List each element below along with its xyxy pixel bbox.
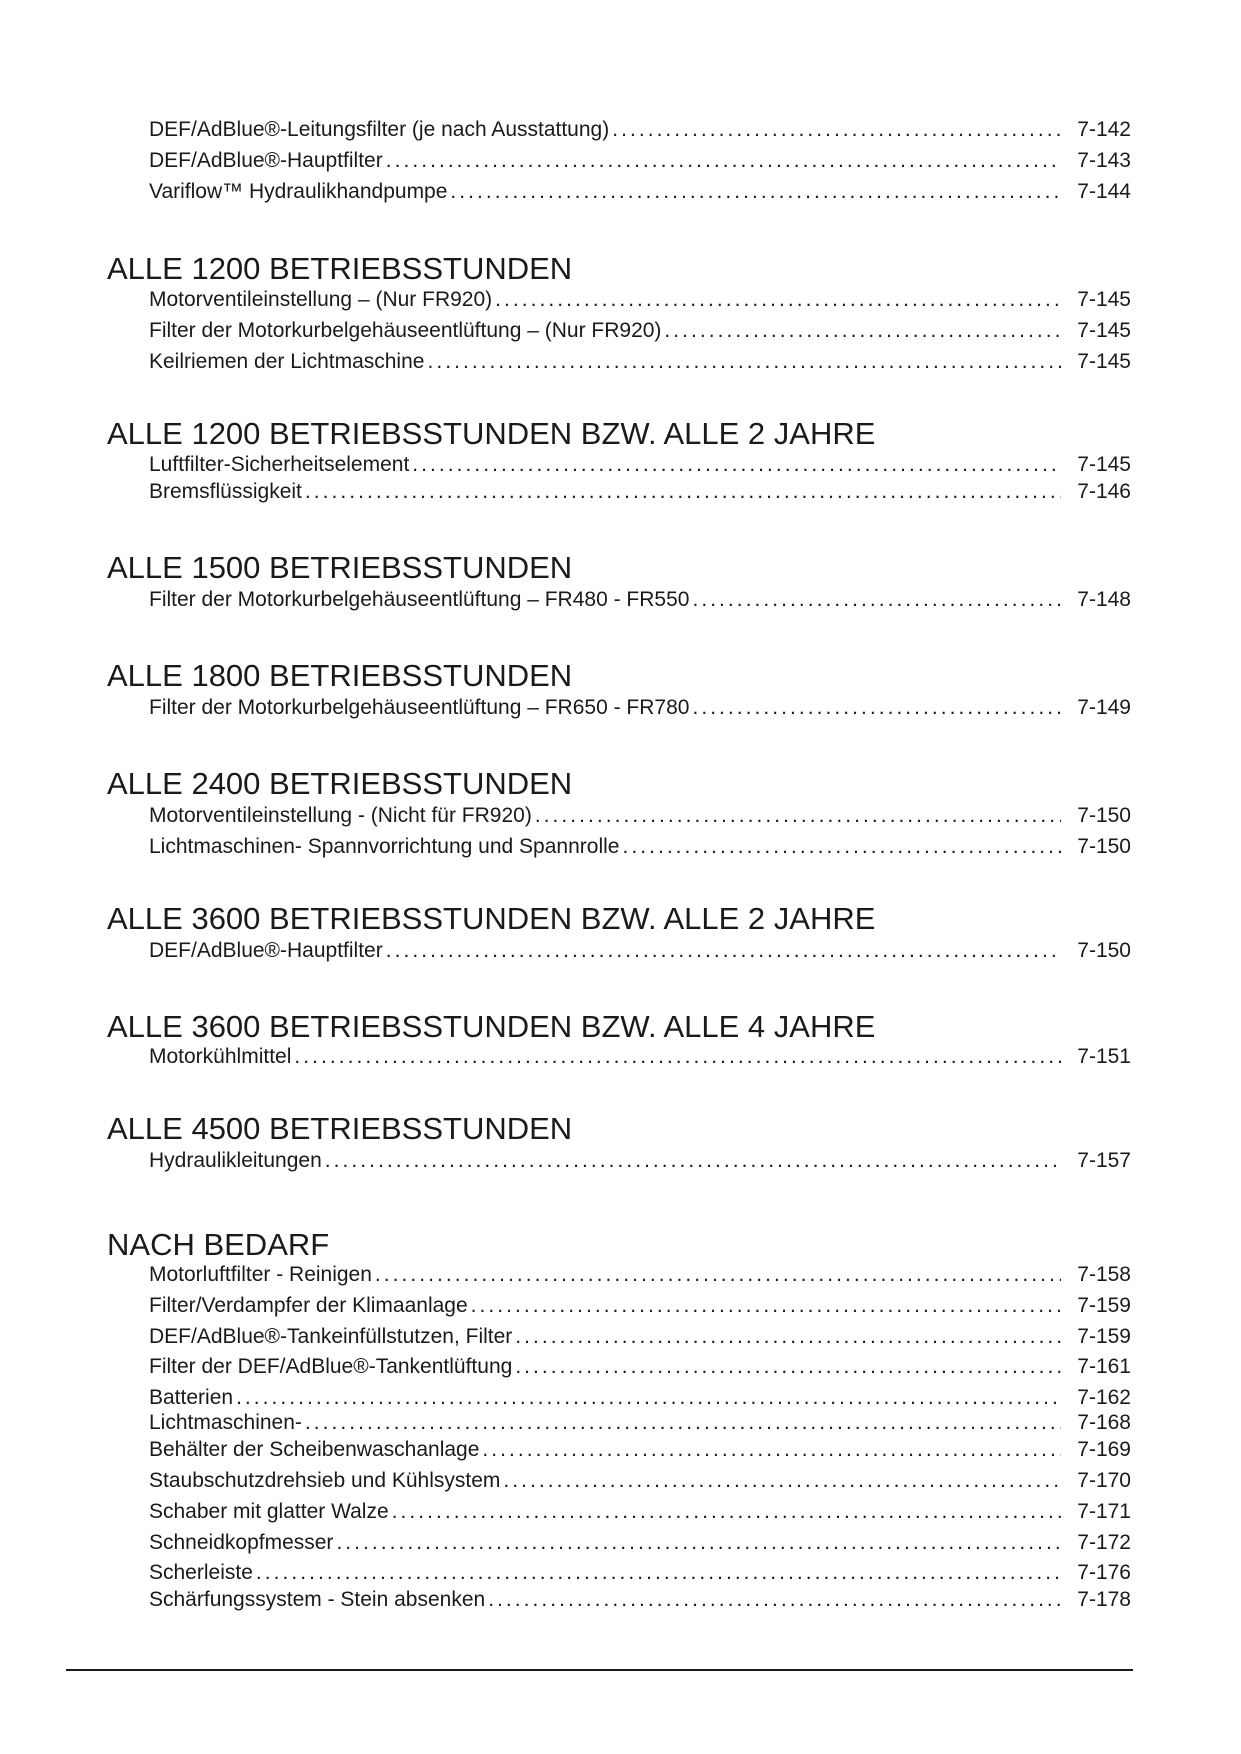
toc-entry-title: Lichtmaschinen-: [149, 1411, 302, 1434]
dot-leader: [692, 696, 1061, 720]
dot-leader: [471, 1294, 1061, 1318]
toc-entry-title: Batterien: [149, 1386, 234, 1409]
section-heading: ALLE 1200 BETRIEBSSTUNDEN: [107, 251, 573, 286]
toc-entry[interactable]: [149, 1407, 1131, 1435]
toc-entry[interactable]: [149, 1434, 1131, 1462]
dot-leader: [375, 1263, 1061, 1287]
toc-entry-title: Filter der Motorkurbelgehäuseentlüftung – (Nur FR920): [149, 319, 662, 342]
toc-entry-title: Motorkühlmittel: [149, 1045, 292, 1068]
section-heading: ALLE 1500 BETRIEBSSTUNDEN: [107, 550, 573, 585]
toc-entry-title: DEF/AdBlue®-Hauptfilter: [149, 939, 383, 962]
dot-leader: [664, 319, 1061, 343]
toc-entry-page: 7-145: [1077, 453, 1131, 476]
dot-leader: [612, 118, 1061, 142]
toc-entry-page: 7-150: [1077, 939, 1131, 962]
toc-entry-page: 7-158: [1077, 1263, 1131, 1286]
dot-leader: [294, 1045, 1061, 1069]
toc-entry[interactable]: [149, 449, 1131, 477]
toc-entry[interactable]: [149, 1382, 1131, 1410]
section-heading: ALLE 3600 BETRIEBSSTUNDEN BZW. ALLE 2 JAHRE: [107, 901, 876, 936]
toc-entry-page: 7-142: [1077, 118, 1131, 141]
dot-leader: [305, 480, 1061, 504]
toc-entry-page: 7-178: [1077, 1588, 1131, 1611]
toc-entry-page: 7-168: [1077, 1411, 1131, 1434]
toc-entry-page: 7-170: [1077, 1469, 1131, 1492]
section-heading: ALLE 2400 BETRIEBSSTUNDEN: [107, 766, 573, 801]
toc-entry-title: Filter der Motorkurbelgehäuseentlüftung – FR480 - FR550: [149, 588, 690, 611]
toc-entry-title: DEF/AdBlue®-Hauptfilter: [149, 149, 383, 172]
toc-entry[interactable]: [149, 1465, 1131, 1493]
toc-entry[interactable]: [149, 692, 1131, 720]
toc-entry-title: Schaber mit glatter Walze: [149, 1500, 389, 1523]
toc-entry-title: Luftfilter-Sicherheitselement: [149, 453, 410, 476]
toc-entry-title: Lichtmaschinen- Spannvorrichtung und Spannrolle: [149, 835, 620, 858]
dot-leader: [305, 1411, 1061, 1435]
toc-entry[interactable]: [149, 1290, 1131, 1318]
toc-entry-title: Motorventileinstellung - (Nicht für FR920): [149, 804, 532, 827]
toc-entry[interactable]: [149, 1496, 1131, 1524]
toc-entry[interactable]: [149, 176, 1131, 204]
toc-entry[interactable]: [149, 800, 1131, 828]
toc-entry-page: 7-148: [1077, 588, 1131, 611]
toc-entry[interactable]: [149, 315, 1131, 343]
toc-entry-title: Staubschutzdrehsieb und Kühlsystem: [149, 1469, 501, 1492]
toc-entry-page: 7-169: [1077, 1438, 1131, 1461]
toc-entry-page: 7-146: [1077, 480, 1131, 503]
toc-entry[interactable]: [149, 1321, 1131, 1349]
toc-entry-title: Bremsflüssigkeit: [149, 480, 302, 503]
toc-entry[interactable]: [149, 346, 1131, 374]
toc-entry[interactable]: [149, 1351, 1131, 1379]
dot-leader: [450, 180, 1061, 204]
dot-leader: [535, 804, 1061, 828]
dot-leader: [482, 1438, 1061, 1462]
toc-entry-title: Motorluftfilter - Reinigen: [149, 1263, 372, 1286]
toc-entry[interactable]: [149, 284, 1131, 312]
dot-leader: [503, 1469, 1061, 1493]
footer-rule: [66, 1669, 1133, 1671]
toc-entry[interactable]: [149, 476, 1131, 504]
toc-entry[interactable]: [149, 114, 1131, 142]
toc-entry-title: Motorventileinstellung – (Nur FR920): [149, 288, 493, 311]
toc-entry[interactable]: [149, 935, 1131, 963]
toc-entry[interactable]: [149, 145, 1131, 173]
toc-entry-page: 7-171: [1077, 1500, 1131, 1523]
toc-entry-page: 7-145: [1077, 350, 1131, 373]
section-heading: ALLE 3600 BETRIEBSSTUNDEN BZW. ALLE 4 JAHRE: [107, 1009, 876, 1044]
toc-entry-title: Filter/Verdampfer der Klimaanlage: [149, 1294, 468, 1317]
section-heading: ALLE 4500 BETRIEBSSTUNDEN: [107, 1111, 573, 1146]
section-heading: NACH BEDARF: [107, 1227, 330, 1262]
dot-leader: [386, 149, 1061, 173]
toc-entry-page: 7-161: [1077, 1355, 1131, 1378]
toc-entry-page: 7-151: [1077, 1045, 1131, 1068]
toc-entry[interactable]: [149, 1557, 1131, 1585]
toc-entry-title: Schärfungssystem - Stein absenken: [149, 1588, 486, 1611]
section-heading: ALLE 1800 BETRIEBSSTUNDEN: [107, 658, 573, 693]
toc-entry-title: Schneidkopfmesser: [149, 1531, 334, 1554]
toc-entry-page: 7-159: [1077, 1325, 1131, 1348]
toc-entry-page: 7-149: [1077, 696, 1131, 719]
dot-leader: [488, 1588, 1061, 1612]
toc-entry-page: 7-162: [1077, 1386, 1131, 1409]
toc-entry-title: Keilriemen der Lichtmaschine: [149, 350, 425, 373]
dot-leader: [325, 1149, 1061, 1173]
dot-leader: [427, 350, 1061, 374]
dot-leader: [336, 1531, 1061, 1555]
dot-leader: [386, 939, 1061, 963]
toc-entry-page: 7-157: [1077, 1149, 1131, 1172]
toc-entry-title: Hydraulikleitungen: [149, 1149, 322, 1172]
toc-entry[interactable]: [149, 831, 1131, 859]
toc-entry-page: 7-144: [1077, 180, 1131, 203]
toc-entry[interactable]: [149, 1527, 1131, 1555]
dot-leader: [622, 835, 1061, 859]
toc-entry-page: 7-159: [1077, 1294, 1131, 1317]
toc-entry-page: 7-150: [1077, 804, 1131, 827]
dot-leader: [256, 1561, 1061, 1585]
toc-entry-title: DEF/AdBlue®-Tankeinfüllstutzen, Filter: [149, 1325, 513, 1348]
section-heading: ALLE 1200 BETRIEBSSTUNDEN BZW. ALLE 2 JAHRE: [107, 416, 876, 451]
toc-entry[interactable]: [149, 1259, 1131, 1287]
toc-entry-title: Behälter der Scheibenwaschanlage: [149, 1438, 480, 1461]
toc-entry[interactable]: [149, 1041, 1131, 1069]
toc-entry[interactable]: [149, 1145, 1131, 1173]
dot-leader: [495, 288, 1061, 312]
toc-entry-page: 7-150: [1077, 835, 1131, 858]
toc-entry-title: Scherleiste: [149, 1561, 253, 1584]
toc-entry-title: Filter der DEF/AdBlue®-Tankentlüftung: [149, 1355, 513, 1378]
toc-entry[interactable]: [149, 584, 1131, 612]
toc-entry[interactable]: [149, 1584, 1131, 1612]
toc-entry-page: 7-145: [1077, 319, 1131, 342]
toc-entry-page: 7-145: [1077, 288, 1131, 311]
toc-entry-title: Filter der Motorkurbelgehäuseentlüftung – FR650 - FR780: [149, 696, 690, 719]
toc-entry-title: DEF/AdBlue®-Leitungsfilter (je nach Ausstattung): [149, 118, 610, 141]
dot-leader: [392, 1500, 1061, 1524]
toc-entry-page: 7-176: [1077, 1561, 1131, 1584]
dot-leader: [515, 1325, 1061, 1349]
dot-leader: [412, 453, 1061, 477]
toc-entry-title: Variflow™ Hydraulikhandpumpe: [149, 180, 448, 203]
dot-leader: [692, 588, 1061, 612]
dot-leader: [515, 1355, 1061, 1379]
toc-entry-page: 7-143: [1077, 149, 1131, 172]
toc-entry-page: 7-172: [1077, 1531, 1131, 1554]
